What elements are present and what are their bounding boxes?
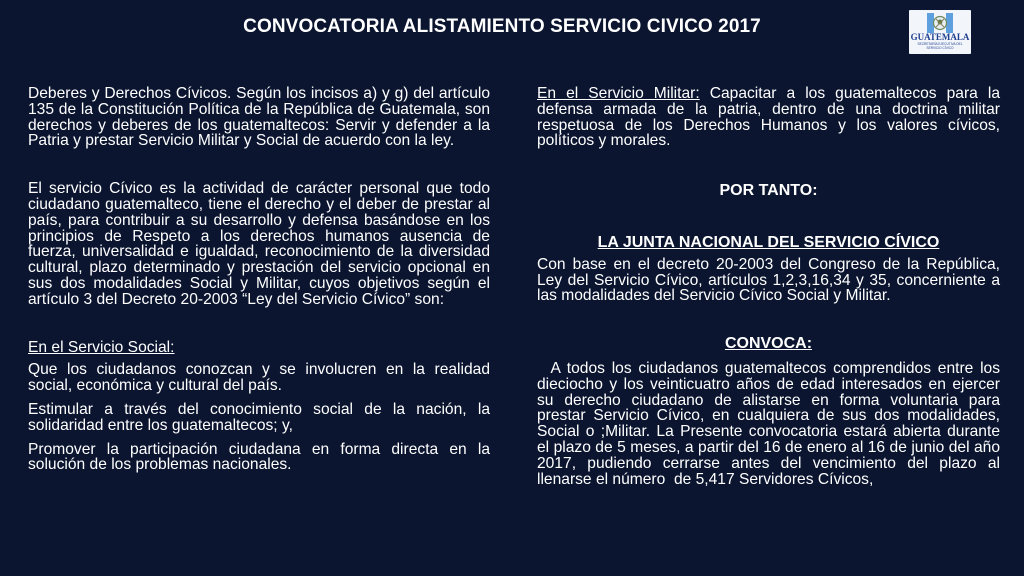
heading-servicio-militar: En el Servicio Militar: [537, 85, 700, 102]
logo-subtitle: SECRETARÍA EJECUTIVA DEL SERVICIO CÍVICO [917, 42, 963, 50]
guatemala-logo [909, 10, 971, 54]
left-column [28, 86, 490, 473]
paragraph-servicio-militar [537, 86, 1000, 149]
page-title: CONVOCATORIA ALISTAMIENTO SERVICIO CIVICO 2017 [243, 16, 761, 37]
heading-junta-nacional: LA JUNTA NACIONAL DEL SERVICIO CÍVICO [597, 233, 940, 251]
heading-por-tanto: POR TANTO: [719, 182, 818, 200]
paragraph-convoca: A todos los ciudadanos guatemaltecos comprendidos entre los dieciocho y los veinticuatro años de edad interesados en ejercer su derecho ciudadano de alistarse en forma voluntaria para prestar Servicio Cívico, en cualquiera de sus dos modalidades, Social o ;Militar. La Presente convocatoria estará abierta durante el plazo de 5 meses, a partir del 16 de enero al 16 de junio del año 2017, pudiendo cerrarse antes del vencimiento del plazo al llenarse el número de 5,417 Servidores Cívicos, [537, 359, 1005, 488]
objective-social-3: Promover la participación ciudadana en forma directa en la solución de los problemas nacionales. [28, 440, 490, 474]
heading-servicio-social: En el Servicio Social: [28, 338, 175, 356]
objective-social-2: Estimular a través del conocimiento social de la nación, la solidaridad entre los guatemaltecos; y, [28, 400, 490, 434]
objective-social-1: Que los ciudadanos conozcan y se involucren en la realidad social, económica y cultural del país. [28, 361, 490, 395]
military-text: Capacitar a los guatemaltecos para la defensa armada de la patria, dentro de una doctrina militar respetuosa de los Derechos Humanos y los valores cívicos, políticos y morales. [537, 85, 1000, 150]
paragraph-con-base: Con base en el decreto 20-2003 del Congreso de la República, Ley del Servicio Cívico, artículos 1,2,3,16,34 y 35, concerniente a las modalidades del Servicio Cívico Social y Militar. [537, 255, 1000, 305]
logo-brand: GUATEMALA [910, 32, 970, 42]
paragraph-deberes: Deberes y Derechos Cívicos. Según los incisos a) y g) del artículo 135 de la Constitución Política de la República de Guatemala, son derechos y deberes de los guatemaltecos: Servir y defender a la Patria y prestar Servicio Militar y Social de acuerdo con la ley. [28, 85, 490, 150]
paragraph-servicio-civico: El servicio Cívico es la actividad de carácter personal que todo ciudadano guatemalteco, tiene el derecho y el deber de prestar al país, para contribuir a su desarrollo y defensa basándose en los principios de Respeto a los derechos humanos ausencia de fuerza, universalidad e igualdad, reconocimiento de la diversidad cultural, plazo determinado y prestación del servicio opcional en sus dos modalidades Social y Militar, cuyos objetivos según el artículo 3 del Decreto 20-2003 “Ley del Servicio Cívico” son: [28, 180, 490, 308]
right-column [537, 85, 1005, 488]
heading-convoca: CONVOCA: [724, 335, 813, 353]
coat-of-arms-icon [927, 13, 953, 33]
